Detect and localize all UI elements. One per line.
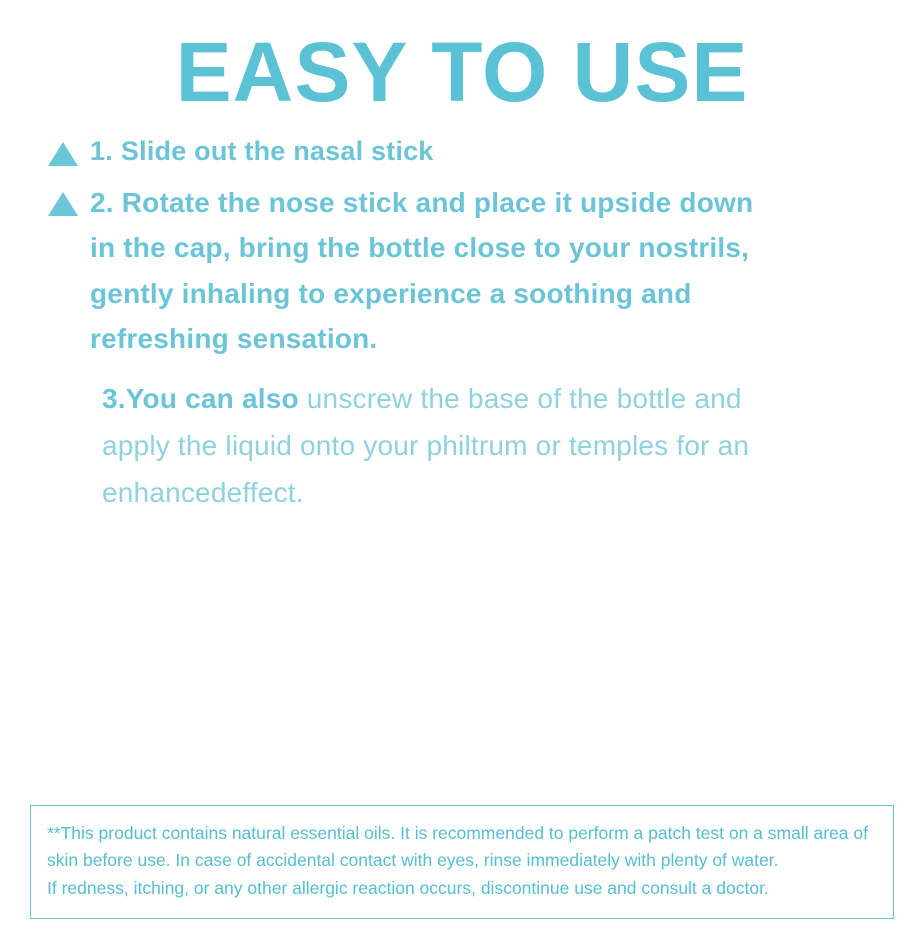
list-item — [48, 130, 884, 174]
step-line: in the cap, bring the bottle close to your nostrils, — [90, 232, 750, 264]
step-number: 2. — [90, 186, 114, 218]
triangle-icon — [48, 192, 78, 216]
triangle-icon — [48, 142, 78, 166]
step-body — [90, 180, 884, 361]
instruction-card — [0, 25, 924, 941]
step-text: Rotate the nose stick and place it upside down — [121, 186, 754, 218]
step-line — [102, 375, 884, 422]
step-line: apply the liquid onto your philtrum or temples for an — [102, 430, 750, 462]
step-line — [90, 130, 884, 174]
warning-note — [30, 805, 894, 919]
step-text: unscrew the base of the bottle and — [298, 383, 742, 415]
step-number: 3.You can also — [102, 383, 299, 415]
note-paragraph: **This product contains natural essential oils. It is recommended to perform a patch test on a small area of skin before use. In case of accidental contact with eyes, rinse immediately with plenty of water. — [47, 823, 868, 870]
note-paragraph: If redness, itching, or any other allergic reaction occurs, discontinue use and consult a doctor. — [47, 878, 769, 899]
step-line — [90, 180, 884, 225]
page-title: EASY TO USE — [175, 25, 749, 119]
step-number: 1. — [90, 136, 113, 167]
list-item — [48, 180, 884, 361]
step-line: gently inhaling to experience a soothing and — [90, 277, 692, 309]
step-body — [90, 130, 884, 174]
step-text: Slide out the nasal stick — [120, 136, 434, 167]
step-line: refreshing sensation. — [90, 323, 378, 354]
step-line: enhancedeffect. — [102, 477, 304, 509]
list-item — [48, 375, 884, 516]
steps-list — [0, 130, 924, 516]
